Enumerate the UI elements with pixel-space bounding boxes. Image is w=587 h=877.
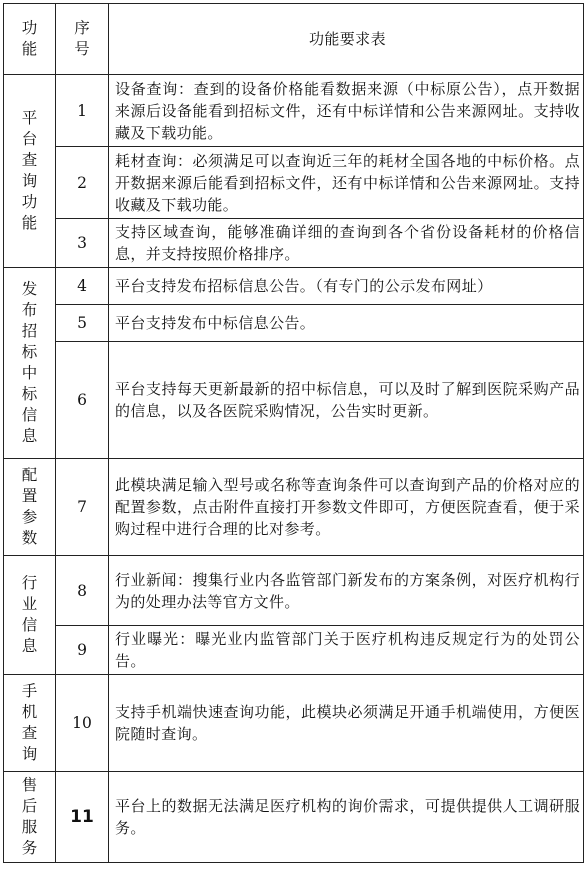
table-row [4, 147, 584, 219]
row-number: 11 [56, 772, 109, 863]
row-number: 10 [56, 675, 109, 772]
group-label-mobile-query: 手机查询 [4, 675, 56, 772]
header-function: 功能 [4, 4, 56, 75]
row-description: 行业曝光：曝光业内监管部门关于医疗机构违反规定行为的处罚公告。 [109, 626, 584, 675]
header-requirements: 功能要求表 [109, 4, 584, 75]
row-description: 行业新闻：搜集行业内各监管部门新发布的方案条例，对医疗机构行为的处理办法等官方文件。 [109, 556, 584, 626]
function-requirements-table [3, 3, 584, 863]
table-header-row [4, 4, 584, 75]
row-number: 7 [56, 459, 109, 556]
table-row [4, 342, 584, 459]
table-row [4, 75, 584, 147]
row-description: 耗材查询：必须满足可以查询近三年的耗材全国各地的中标价格。点开数据来源后能看到招标文件，还有中标详情和公告来源网址。支持收藏及下载功能。 [109, 147, 584, 219]
table-row [4, 626, 584, 675]
header-number: 序号 [56, 4, 109, 75]
group-label-platform-query: 平台查询功能 [4, 75, 56, 268]
row-description: 平台支持每天更新最新的招中标信息，可以及时了解到医院采购产品的信息，以及各医院采购情况，公告实时更新。 [109, 342, 584, 459]
requirements-document [3, 3, 584, 863]
row-number: 3 [56, 219, 109, 268]
row-description: 支持区域查询，能够准确详细的查询到各个省份设备耗材的价格信息，并支持按照价格排序。 [109, 219, 584, 268]
row-number: 1 [56, 75, 109, 147]
table-row [4, 268, 584, 305]
row-number: 4 [56, 268, 109, 305]
row-description: 支持手机端快速查询功能，此模块必须满足开通手机端使用，方便医院随时查询。 [109, 675, 584, 772]
group-label-industry-info: 行业信息 [4, 556, 56, 675]
table-row [4, 556, 584, 626]
table-row [4, 305, 584, 342]
row-description: 平台支持发布中标信息公告。 [109, 305, 584, 342]
table-row [4, 219, 584, 268]
group-label-publish-tender-info: 发布招标中标信息 [4, 268, 56, 459]
table-row [4, 675, 584, 772]
group-label-after-sales: 售后服务 [4, 772, 56, 863]
row-number: 5 [56, 305, 109, 342]
row-number: 2 [56, 147, 109, 219]
row-description: 平台上的数据无法满足医疗机构的询价需求，可提供提供人工调研服务。 [109, 772, 584, 863]
group-label-config-params: 配置参数 [4, 459, 56, 556]
row-number: 8 [56, 556, 109, 626]
row-description: 平台支持发布招标信息公告。（有专门的公示发布网址） [109, 268, 584, 305]
table-row [4, 772, 584, 863]
table-row [4, 459, 584, 556]
row-description: 此模块满足输入型号或名称等查询条件可以查询到产品的价格对应的配置参数，点击附件直接打开参数文件即可，方便医院查看，便于采购过程中进行合理的比对参考。 [109, 459, 584, 556]
row-number: 9 [56, 626, 109, 675]
row-description: 设备查询：查到的设备价格能看数据来源（中标原公告），点开数据来源后设备能看到招标文件，还有中标详情和公告来源网址。支持收藏及下载功能。 [109, 75, 584, 147]
row-number: 6 [56, 342, 109, 459]
